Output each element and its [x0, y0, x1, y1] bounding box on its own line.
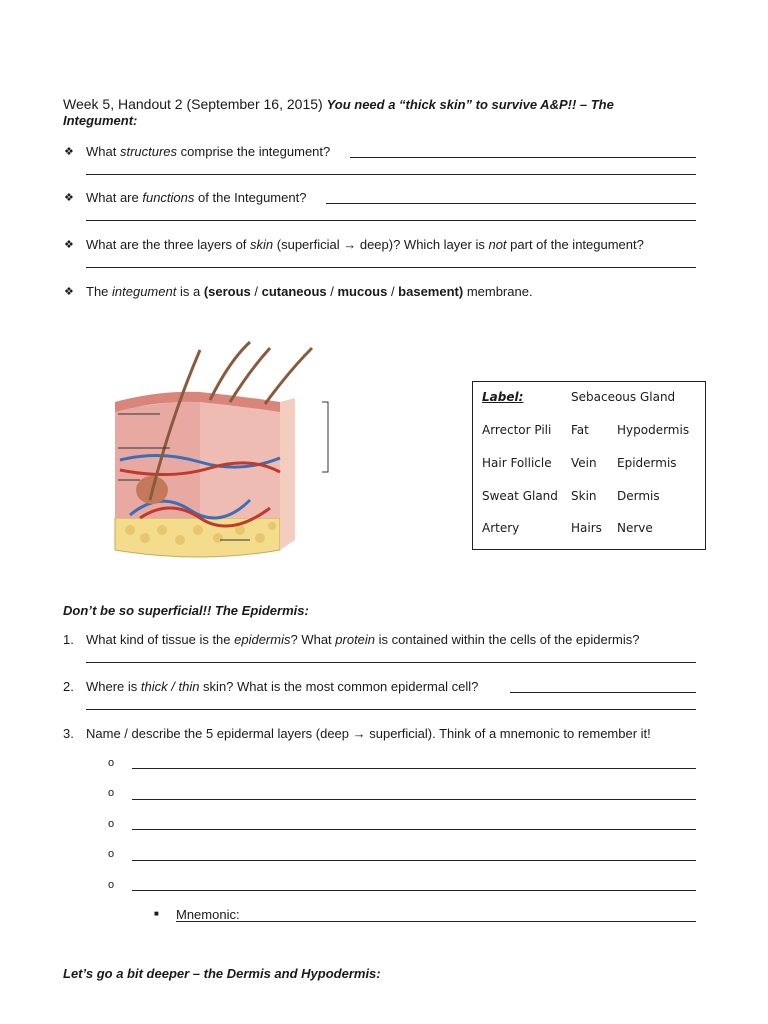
label-item: Hairs: [571, 521, 602, 535]
mnemonic-label: Mnemonic:: [176, 907, 240, 922]
diamond-bullet-icon: ❖: [64, 239, 74, 251]
label-item: Vein: [571, 456, 597, 470]
question-functions: What are functions of the Integument?: [86, 190, 307, 205]
layer-answer-line[interactable]: [132, 829, 696, 830]
question-number: 3.: [63, 726, 74, 741]
circle-bullet-icon: o: [108, 757, 115, 769]
answer-line[interactable]: [326, 203, 696, 204]
answer-line[interactable]: [86, 662, 696, 663]
label-item: Arrector Pili: [482, 423, 552, 437]
circle-bullet-icon: o: [108, 818, 115, 830]
answer-line[interactable]: [86, 220, 696, 221]
section-heading-dermis: Let’s go a bit deeper – the Dermis and Hypodermis:: [63, 966, 381, 981]
label-item: Artery: [482, 521, 520, 535]
mnemonic-answer-line[interactable]: [176, 921, 696, 922]
label-item: Dermis: [617, 489, 660, 503]
answer-line[interactable]: [86, 709, 696, 710]
label-item: Skin: [571, 489, 597, 503]
label-word-bank: [472, 381, 706, 550]
label-item: Nerve: [617, 521, 653, 535]
page-title: [63, 96, 614, 112]
diamond-bullet-icon: ❖: [64, 192, 74, 204]
question-structures: What structures comprise the integument?: [86, 144, 331, 159]
title-prefix: Week 5, Handout 2 (September 16, 2015): [63, 96, 327, 112]
answer-line[interactable]: [86, 174, 696, 175]
circle-bullet-icon: o: [108, 879, 115, 891]
label-item: Hair Follicle: [482, 456, 552, 470]
title-main: You need a “thick skin” to survive A&P!! – The: [326, 97, 614, 112]
question-number: 1.: [63, 632, 74, 647]
layer-answer-line[interactable]: [132, 799, 696, 800]
answer-line[interactable]: [510, 692, 696, 693]
label-item: Sebaceous Gland: [571, 390, 676, 404]
layer-answer-line[interactable]: [132, 890, 696, 891]
question-epidermal-layers: Name / describe the 5 epidermal layers (deep → superficial). Think of a mnemonic to remember it!: [86, 726, 651, 741]
answer-line[interactable]: [86, 267, 696, 268]
diamond-bullet-icon: ❖: [64, 286, 74, 298]
layer-answer-line[interactable]: [132, 768, 696, 769]
question-layers: What are the three layers of skin (superficial → deep)? Which layer is not part of the integument?: [86, 237, 644, 252]
question-number: 2.: [63, 679, 74, 694]
question-membrane: The integument is a (serous / cutaneous / mucous / basement) membrane.: [86, 284, 533, 299]
label-item: Sweat Gland: [482, 489, 558, 503]
square-bullet-icon: ■: [154, 909, 159, 918]
label-item: Epidermis: [617, 456, 677, 470]
circle-bullet-icon: o: [108, 848, 115, 860]
diamond-bullet-icon: ❖: [64, 146, 74, 158]
section-heading-epidermis: Don’t be so superficial!! The Epidermis:: [63, 603, 309, 618]
question-epidermis-tissue: What kind of tissue is the epidermis? What protein is contained within the cells of the epidermis?: [86, 632, 640, 647]
question-thick-thin: Where is thick / thin skin? What is the most common epidermal cell?: [86, 679, 479, 694]
title-line2: Integument:: [63, 113, 138, 128]
circle-bullet-icon: o: [108, 787, 115, 799]
label-item: Hypodermis: [617, 423, 690, 437]
skin-diagram: [100, 340, 340, 562]
layer-answer-line[interactable]: [132, 860, 696, 861]
label-heading: Label:: [482, 390, 524, 404]
label-item: Fat: [571, 423, 589, 437]
answer-line[interactable]: [350, 157, 696, 158]
